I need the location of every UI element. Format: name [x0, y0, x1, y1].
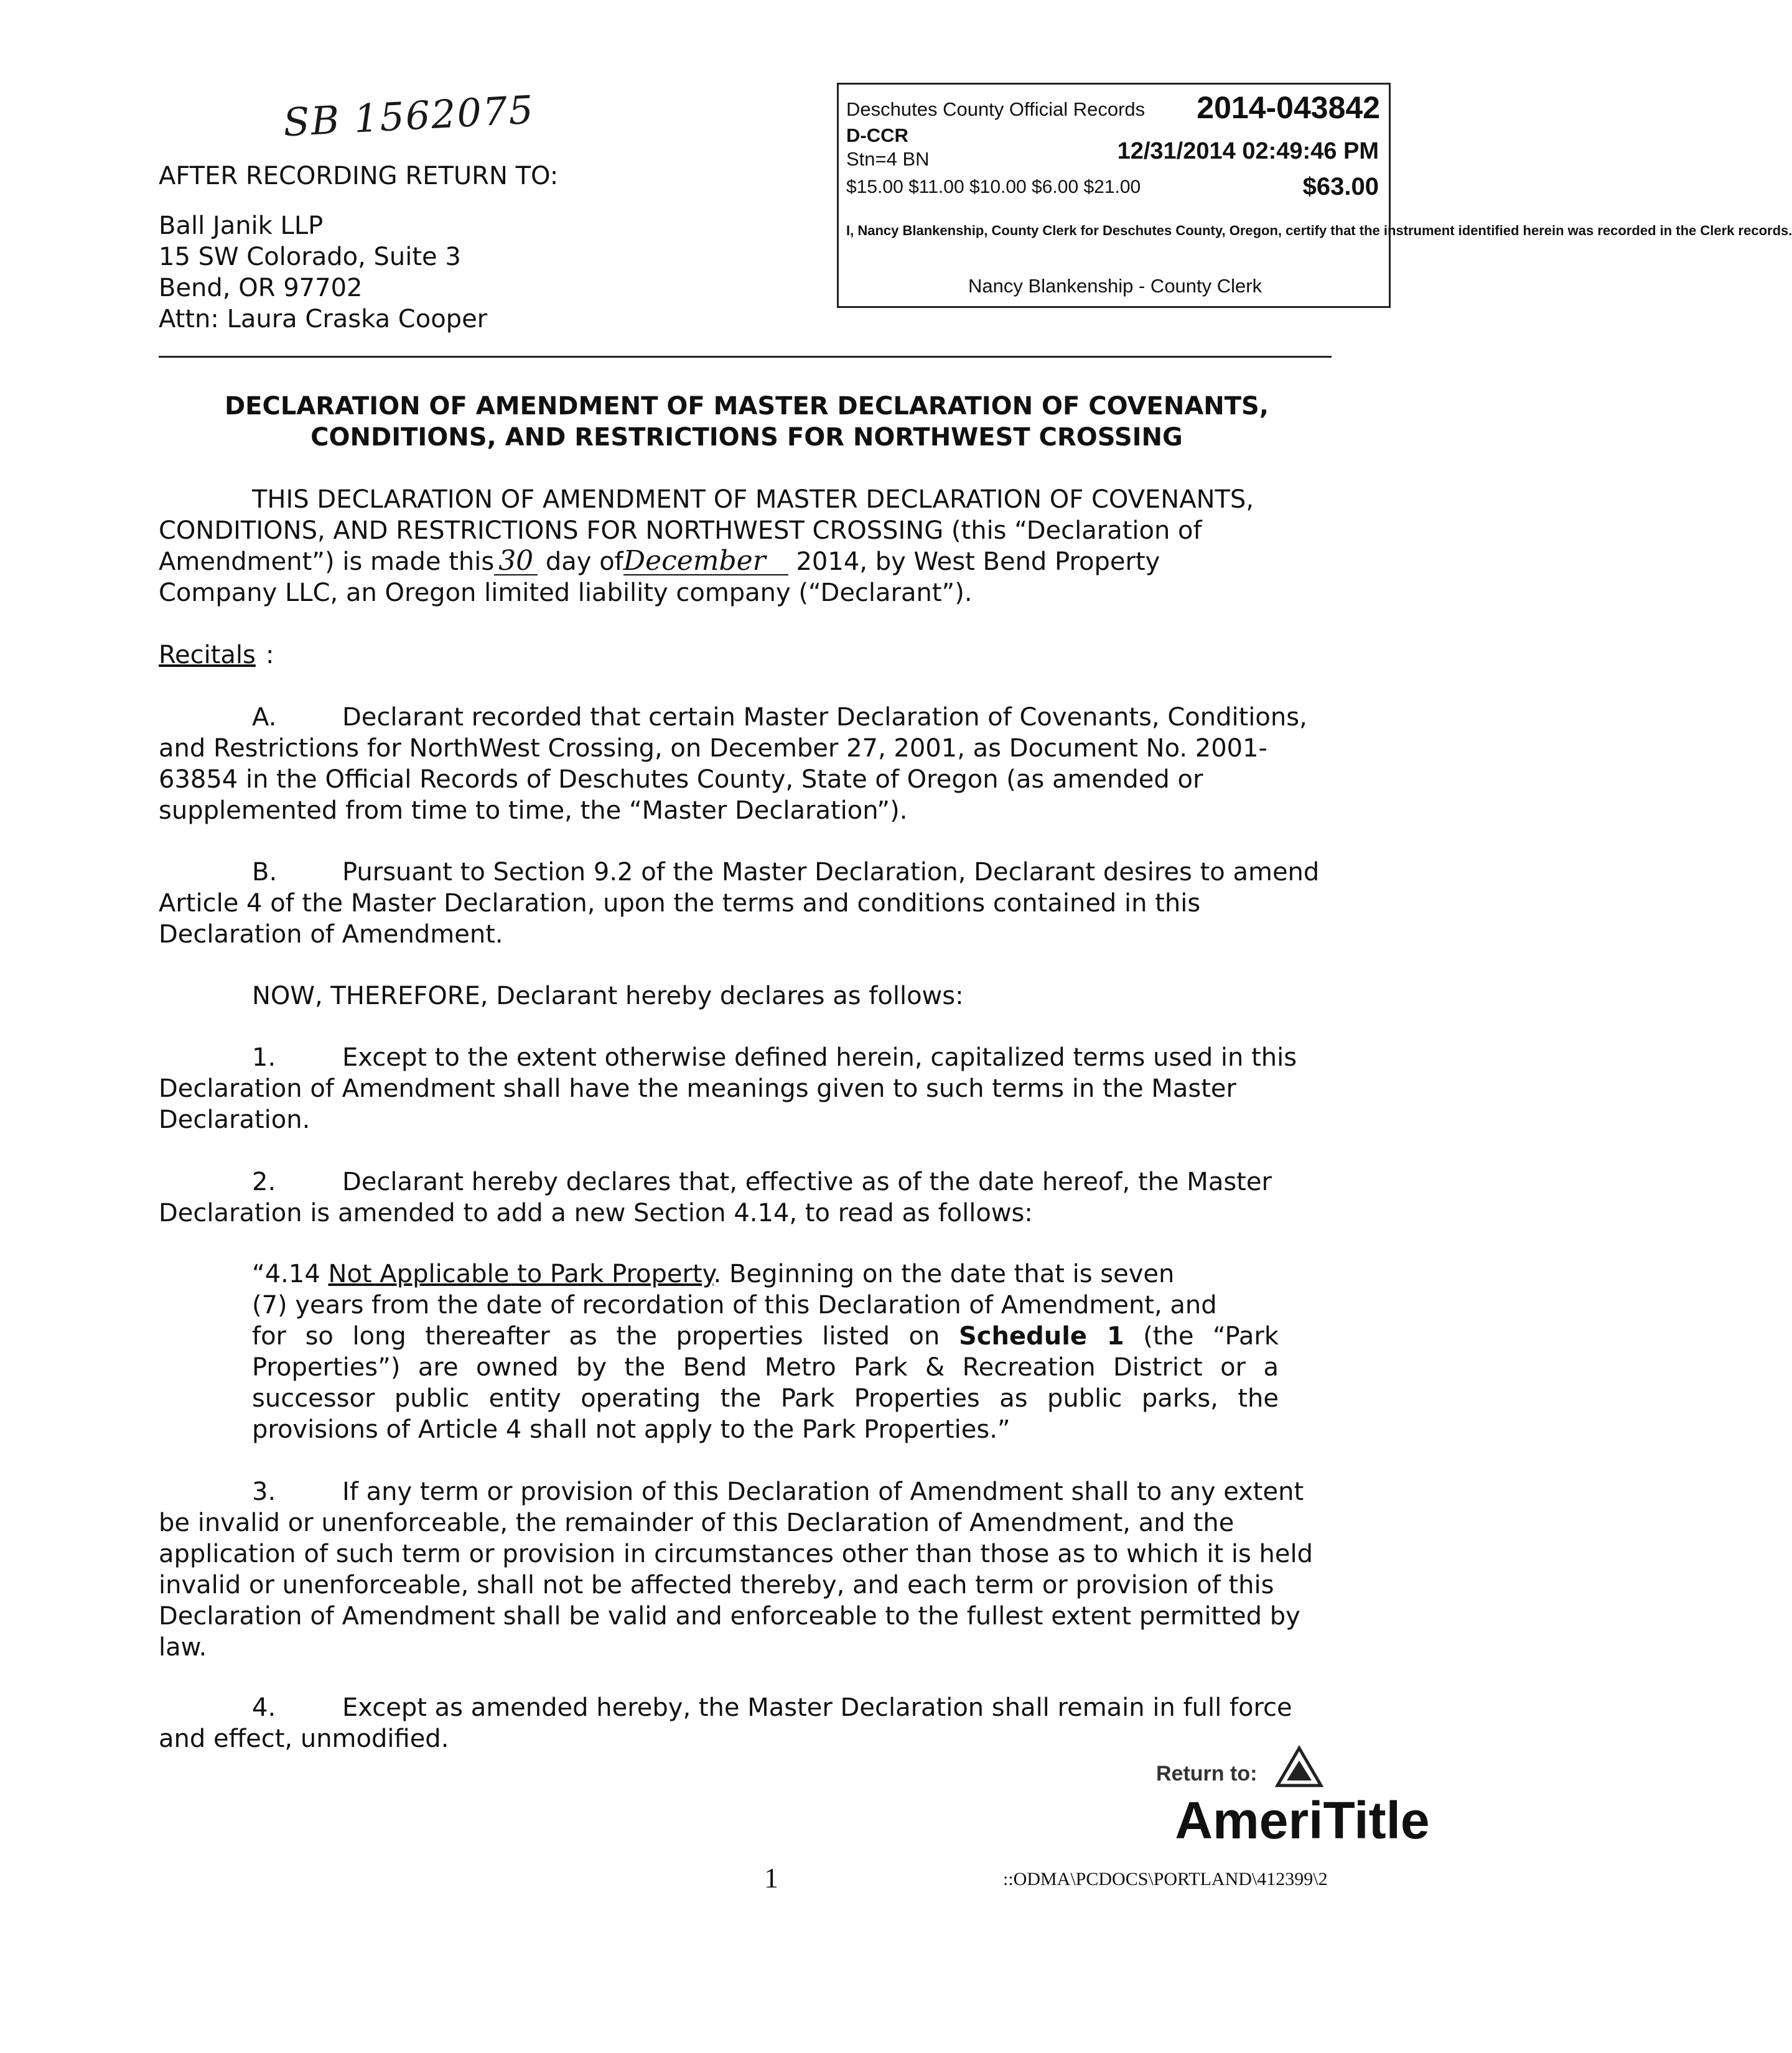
- stamp-total: $63.00: [1302, 173, 1379, 200]
- recital-label: A.: [252, 703, 277, 732]
- quoted-section-4-14: “4.14 Not Applicable to Park Property. Beginning on the date that is seven (7) years from the date of recordation of this Declaration of Amendment, and for so long thereafter as the properties listed on Schedule 1 (the “Park Properties”) are owned by the Bend Metro Park & Recreation District or a successor public entity operating the Park Properties as public parks, the provisions of Article 4 shall not apply to the Park Properties.”: [252, 1260, 1279, 1444]
- recitals-colon: :: [266, 641, 274, 669]
- recitals-heading: Recitals: [159, 641, 256, 669]
- schedule-reference: Schedule 1: [958, 1322, 1124, 1351]
- recital-a: A. Declarant recorded that certain Master Declaration of Covenants, Conditions, and Restrictions for NorthWest Crossing, on December 27, 2001, as Document No. 2001- 63854 in the Official Records of Deschutes County, State of Oregon (as amended or supplemented from time to time, the “Master Declaration”).: [159, 703, 1307, 825]
- return-address: [159, 210, 487, 335]
- item-label: 3.: [252, 1478, 276, 1506]
- intro-line: THIS DECLARATION OF AMENDMENT OF MASTER DECLARATION OF COVENANTS,: [252, 485, 1254, 514]
- document-path: ::ODMA\PCDOCS\PORTLAND\412399\2: [1003, 1869, 1328, 1889]
- address-line: 15 SW Colorado, Suite 3: [159, 243, 461, 271]
- recital-label: B.: [252, 858, 278, 887]
- numbered-item-3: 3. If any term or provision of this Declaration of Amendment shall to any extent be invalid or unenforceable, the remainder of this Declaration of Amendment, and the application of such term or provision in circumstances other than those as to which it is held invalid or unenforceable, shall not be affected thereby, and each term or provision of this Declaration of Amendment shall be valid and enforceable to the fullest extent permitted by law.: [159, 1478, 1314, 1662]
- title-line: DECLARATION OF AMENDMENT OF MASTER DECLARATION OF COVENANTS,: [224, 392, 1269, 421]
- handwritten-day: 30: [498, 545, 534, 577]
- now-therefore-clause: NOW, THEREFORE, Declarant hereby declares as follows:: [252, 982, 964, 1010]
- stamp-datetime: 12/31/2014 02:49:46 PM: [1117, 138, 1379, 164]
- handwritten-month: December: [623, 545, 766, 577]
- address-line: Ball Janik LLP: [159, 212, 324, 240]
- numbered-item-1: 1. Except to the extent otherwise defined herein, capitalized terms used in this Declaration of Amendment shall have the meanings given to such terms in the Master Declaration.: [159, 1043, 1297, 1134]
- item-label: 2.: [252, 1168, 276, 1196]
- handwritten-order-number: SB 1562075: [282, 86, 536, 146]
- recording-stamp: [837, 83, 1792, 308]
- intro-line: CONDITIONS, AND RESTRICTIONS FOR NORTHWEST CROSSING (this “Declaration of: [159, 516, 1202, 545]
- item-label: 4.: [252, 1693, 276, 1722]
- section-number: “4.14: [252, 1260, 320, 1288]
- stamp-certification: I, Nancy Blankenship, County Clerk for Deschutes County, Oregon, certify that the instrument identified herein was recorded in the Clerk records.: [846, 223, 1792, 238]
- return-to-stamp-label: Return to:: [1156, 1762, 1258, 1785]
- document-title: [124, 391, 1369, 453]
- stamp-station: Stn=4 BN: [846, 148, 930, 170]
- header-divider: [159, 356, 1332, 358]
- title-company-name: AmeriTitle: [1175, 1791, 1430, 1850]
- numbered-item-4: 4. Except as amended hereby, the Master Declaration shall remain in full force and effect, unmodified.: [159, 1693, 1292, 1753]
- page-number: 1: [764, 1862, 778, 1894]
- title-line: CONDITIONS, AND RESTRICTIONS FOR NORTHWEST CROSSING: [310, 423, 1183, 452]
- intro-line: Amendment”) is made this 30 day ofDecember 2014, by West Bend Property: [159, 545, 1160, 577]
- stamp-office: Deschutes County Official Records: [846, 98, 1146, 120]
- recital-b: B. Pursuant to Section 9.2 of the Master Declaration, Declarant desires to amend Article 4 of the Master Declaration, upon the terms and conditions contained in this Declaration of Amendment.: [159, 858, 1320, 949]
- stamp-fees: $15.00 $11.00 $10.00 $6.00 $21.00: [846, 177, 1141, 197]
- stamp-document-number: 2014-043842: [1197, 90, 1380, 125]
- section-heading: Not Applicable to Park Property: [328, 1260, 714, 1288]
- item-label: 1.: [252, 1043, 276, 1072]
- address-line: Bend, OR 97702: [159, 274, 363, 302]
- intro-line: Company LLC, an Oregon limited liability company (“Declarant”).: [159, 579, 973, 607]
- stamp-type: D-CCR: [846, 124, 908, 146]
- address-line: Attn: Laura Craska Cooper: [159, 305, 488, 333]
- intro-paragraph: [159, 484, 1356, 608]
- return-to-heading: AFTER RECORDING RETURN TO:: [159, 162, 559, 190]
- numbered-item-2: 2. Declarant hereby declares that, effective as of the date hereof, the Master Declaration is amended to add a new Section 4.14, to read as follows:: [159, 1168, 1272, 1227]
- stamp-clerk: Nancy Blankenship - County Clerk: [968, 275, 1262, 297]
